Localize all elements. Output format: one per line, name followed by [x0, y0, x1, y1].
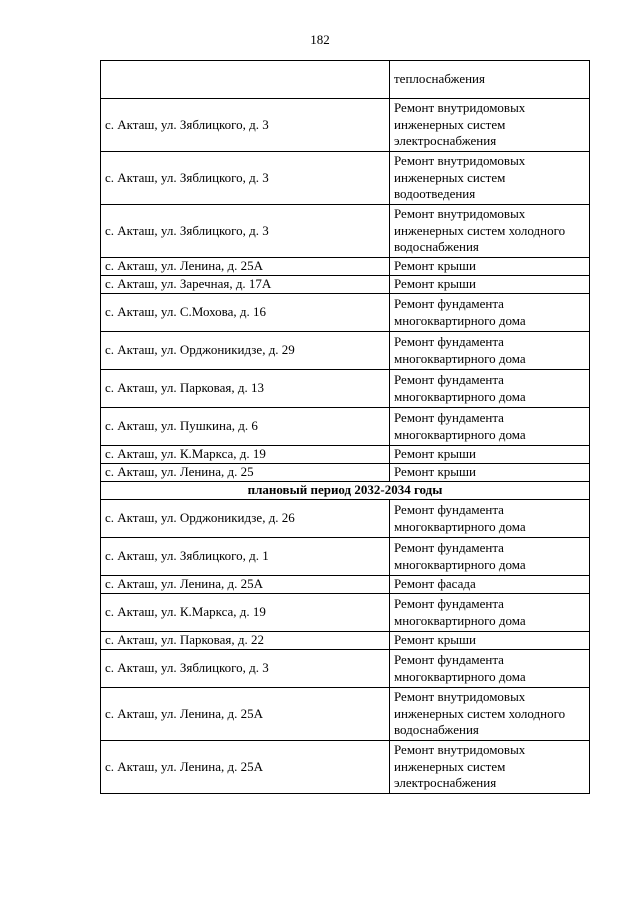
table-row	[101, 370, 590, 408]
address-cell: с. Акташ, ул. Парковая, д. 13	[101, 370, 390, 408]
work-type-cell: Ремонт крыши	[390, 446, 590, 464]
table-row	[101, 276, 590, 294]
table-row	[101, 500, 590, 538]
page-number: 182	[310, 32, 330, 47]
address-cell: с. Акташ, ул. К.Маркса, д. 19	[101, 594, 390, 632]
table-row	[101, 258, 590, 276]
address-cell: с. Акташ, ул. Ленина, д. 25	[101, 464, 390, 482]
address-cell: с. Акташ, ул. Зяблицкого, д. 3	[101, 99, 390, 152]
work-type-cell: теплоснабжения	[390, 61, 590, 99]
address-cell: с. Акташ, ул. Ленина, д. 25А	[101, 258, 390, 276]
work-type-cell: Ремонт крыши	[390, 276, 590, 294]
section-title: плановый период 2032-2034 годы	[101, 482, 590, 500]
table-row	[101, 650, 590, 688]
work-type-cell: Ремонт фундамента многоквартирного дома	[390, 650, 590, 688]
work-type-cell: Ремонт внутридомовых инженерных систем водоотведения	[390, 152, 590, 205]
work-type-cell: Ремонт крыши	[390, 258, 590, 276]
work-type-cell: Ремонт крыши	[390, 464, 590, 482]
work-type-cell: Ремонт внутридомовых инженерных систем холодного водоснабжения	[390, 205, 590, 258]
work-type-cell: Ремонт фундамента многоквартирного дома	[390, 332, 590, 370]
work-type-cell: Ремонт внутридомовых инженерных систем электроснабжения	[390, 99, 590, 152]
address-cell: с. Акташ, ул. Зяблицкого, д. 3	[101, 152, 390, 205]
work-type-cell: Ремонт крыши	[390, 632, 590, 650]
address-cell: с. Акташ, ул. Ленина, д. 25А	[101, 576, 390, 594]
table-row	[101, 408, 590, 446]
work-type-cell: Ремонт фундамента многоквартирного дома	[390, 500, 590, 538]
work-type-cell: Ремонт фундамента многоквартирного дома	[390, 408, 590, 446]
address-cell: с. Акташ, ул. Орджоникидзе, д. 26	[101, 500, 390, 538]
table-row	[101, 294, 590, 332]
address-cell: с. Акташ, ул. Зяблицкого, д. 1	[101, 538, 390, 576]
table-body	[101, 61, 590, 794]
work-type-cell: Ремонт фундамента многоквартирного дома	[390, 538, 590, 576]
work-type-cell: Ремонт фундамента многоквартирного дома	[390, 594, 590, 632]
table-row	[101, 205, 590, 258]
table-row	[101, 152, 590, 205]
address-cell: с. Акташ, ул. Орджоникидзе, д. 29	[101, 332, 390, 370]
table-row	[101, 576, 590, 594]
section-header-row	[101, 482, 590, 500]
work-type-cell: Ремонт фасада	[390, 576, 590, 594]
address-cell: с. Акташ, ул. Парковая, д. 22	[101, 632, 390, 650]
address-cell: с. Акташ, ул. Заречная, д. 17А	[101, 276, 390, 294]
table-row	[101, 594, 590, 632]
work-type-cell: Ремонт внутридомовых инженерных систем холодного водоснабжения	[390, 688, 590, 741]
table-row	[101, 688, 590, 741]
table-row	[101, 99, 590, 152]
table-row	[101, 632, 590, 650]
address-cell: с. Акташ, ул. С.Мохова, д. 16	[101, 294, 390, 332]
address-cell: с. Акташ, ул. Ленина, д. 25А	[101, 741, 390, 794]
repair-works-table	[100, 60, 590, 794]
work-type-cell: Ремонт фундамента многоквартирного дома	[390, 294, 590, 332]
table-row	[101, 332, 590, 370]
address-cell: с. Акташ, ул. Пушкина, д. 6	[101, 408, 390, 446]
table-row	[101, 464, 590, 482]
address-cell: с. Акташ, ул. Зяблицкого, д. 3	[101, 205, 390, 258]
address-cell: с. Акташ, ул. К.Маркса, д. 19	[101, 446, 390, 464]
address-cell: с. Акташ, ул. Ленина, д. 25А	[101, 688, 390, 741]
table-row	[101, 741, 590, 794]
address-cell: с. Акташ, ул. Зяблицкого, д. 3	[101, 650, 390, 688]
table-row	[101, 446, 590, 464]
work-type-cell: Ремонт внутридомовых инженерных систем электроснабжения	[390, 741, 590, 794]
table-row	[101, 538, 590, 576]
work-type-cell: Ремонт фундамента многоквартирного дома	[390, 370, 590, 408]
table-row	[101, 61, 590, 99]
address-cell	[101, 61, 390, 99]
